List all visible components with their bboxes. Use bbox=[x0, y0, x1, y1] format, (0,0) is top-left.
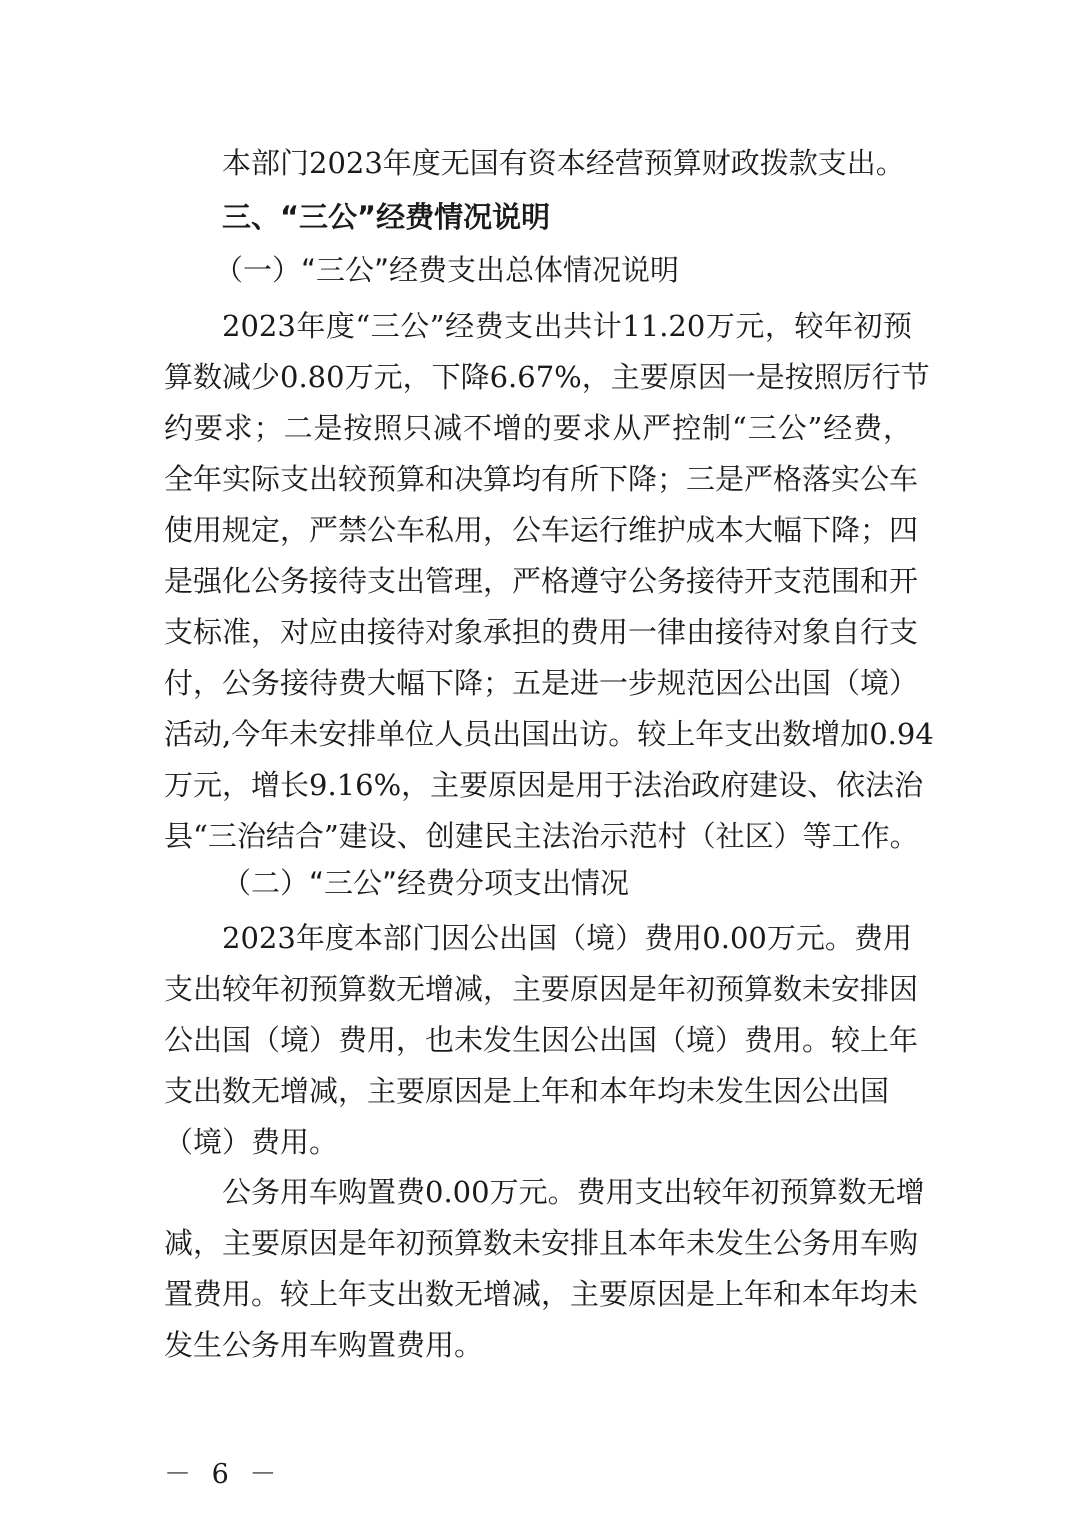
paragraph-line: 发生公务用车购置费用。 bbox=[164, 1328, 484, 1362]
paragraph-line: 本部门2023年度无国有资本经营预算财政拨款支出。 bbox=[222, 146, 905, 180]
paragraph-line: 使用规定，严禁公车私用，公车运行维护成本大幅下降；四 bbox=[164, 513, 919, 547]
paragraph-line: 算数减少0.80万元，下降6.67%，主要原因一是按照厉行节 bbox=[164, 360, 930, 394]
paragraph-line: （境）费用。 bbox=[164, 1125, 339, 1159]
paragraph-line: 公务用车购置费0.00万元。费用支出较年初预算数无增 bbox=[222, 1175, 925, 1209]
paragraph-line: 支标准，对应由接待对象承担的费用一律由接待对象自行支 bbox=[164, 615, 919, 649]
paragraph-line: 减，主要原因是年初预算数未安排且本年未发生公务用车购 bbox=[164, 1226, 919, 1260]
subsection-heading: （一）“三公”经费支出总体情况说明 bbox=[214, 253, 680, 287]
paragraph-line: 万元，增长9.16%，主要原因是用于法治政府建设、依法治 bbox=[164, 768, 924, 802]
paragraph-line: 支出数无增减，主要原因是上年和本年均未发生因公出国 bbox=[164, 1074, 890, 1108]
subsection-heading: （二）“三公”经费分项支出情况 bbox=[222, 866, 630, 900]
section-heading: 三、“三公”经费情况说明 bbox=[222, 200, 551, 234]
paragraph-line: 2023年度“三公”经费支出共计11.20万元，较年初预 bbox=[222, 309, 912, 343]
paragraph-line: 置费用。较上年支出数无增减，主要原因是上年和本年均未 bbox=[164, 1277, 919, 1311]
paragraph-line: 全年实际支出较预算和决算均有所下降；三是严格落实公车 bbox=[164, 462, 919, 496]
paragraph-line: 约要求；二是按照只减不增的要求从严控制“三公”经费， bbox=[164, 411, 912, 445]
paragraph-line: 县“三治结合”建设、创建民主法治示范村（社区）等工作。 bbox=[164, 819, 919, 853]
paragraph-line: 付，公务接待费大幅下降；五是进一步规范因公出国（境） bbox=[164, 666, 919, 700]
paragraph-line: 支出较年初预算数无增减，主要原因是年初预算数未安排因 bbox=[164, 972, 919, 1006]
page-number: － 6 － bbox=[164, 1459, 283, 1490]
paragraph-line: 2023年度本部门因公出国（境）费用0.00万元。费用 bbox=[222, 921, 912, 955]
paragraph-line: 公出国（境）费用，也未发生因公出国（境）费用。较上年 bbox=[164, 1023, 919, 1057]
paragraph-line: 活动,今年未安排单位人员出国出访。较上年支出数增加0.94 bbox=[164, 717, 934, 751]
paragraph-line: 是强化公务接待支出管理，严格遵守公务接待开支范围和开 bbox=[164, 564, 919, 598]
